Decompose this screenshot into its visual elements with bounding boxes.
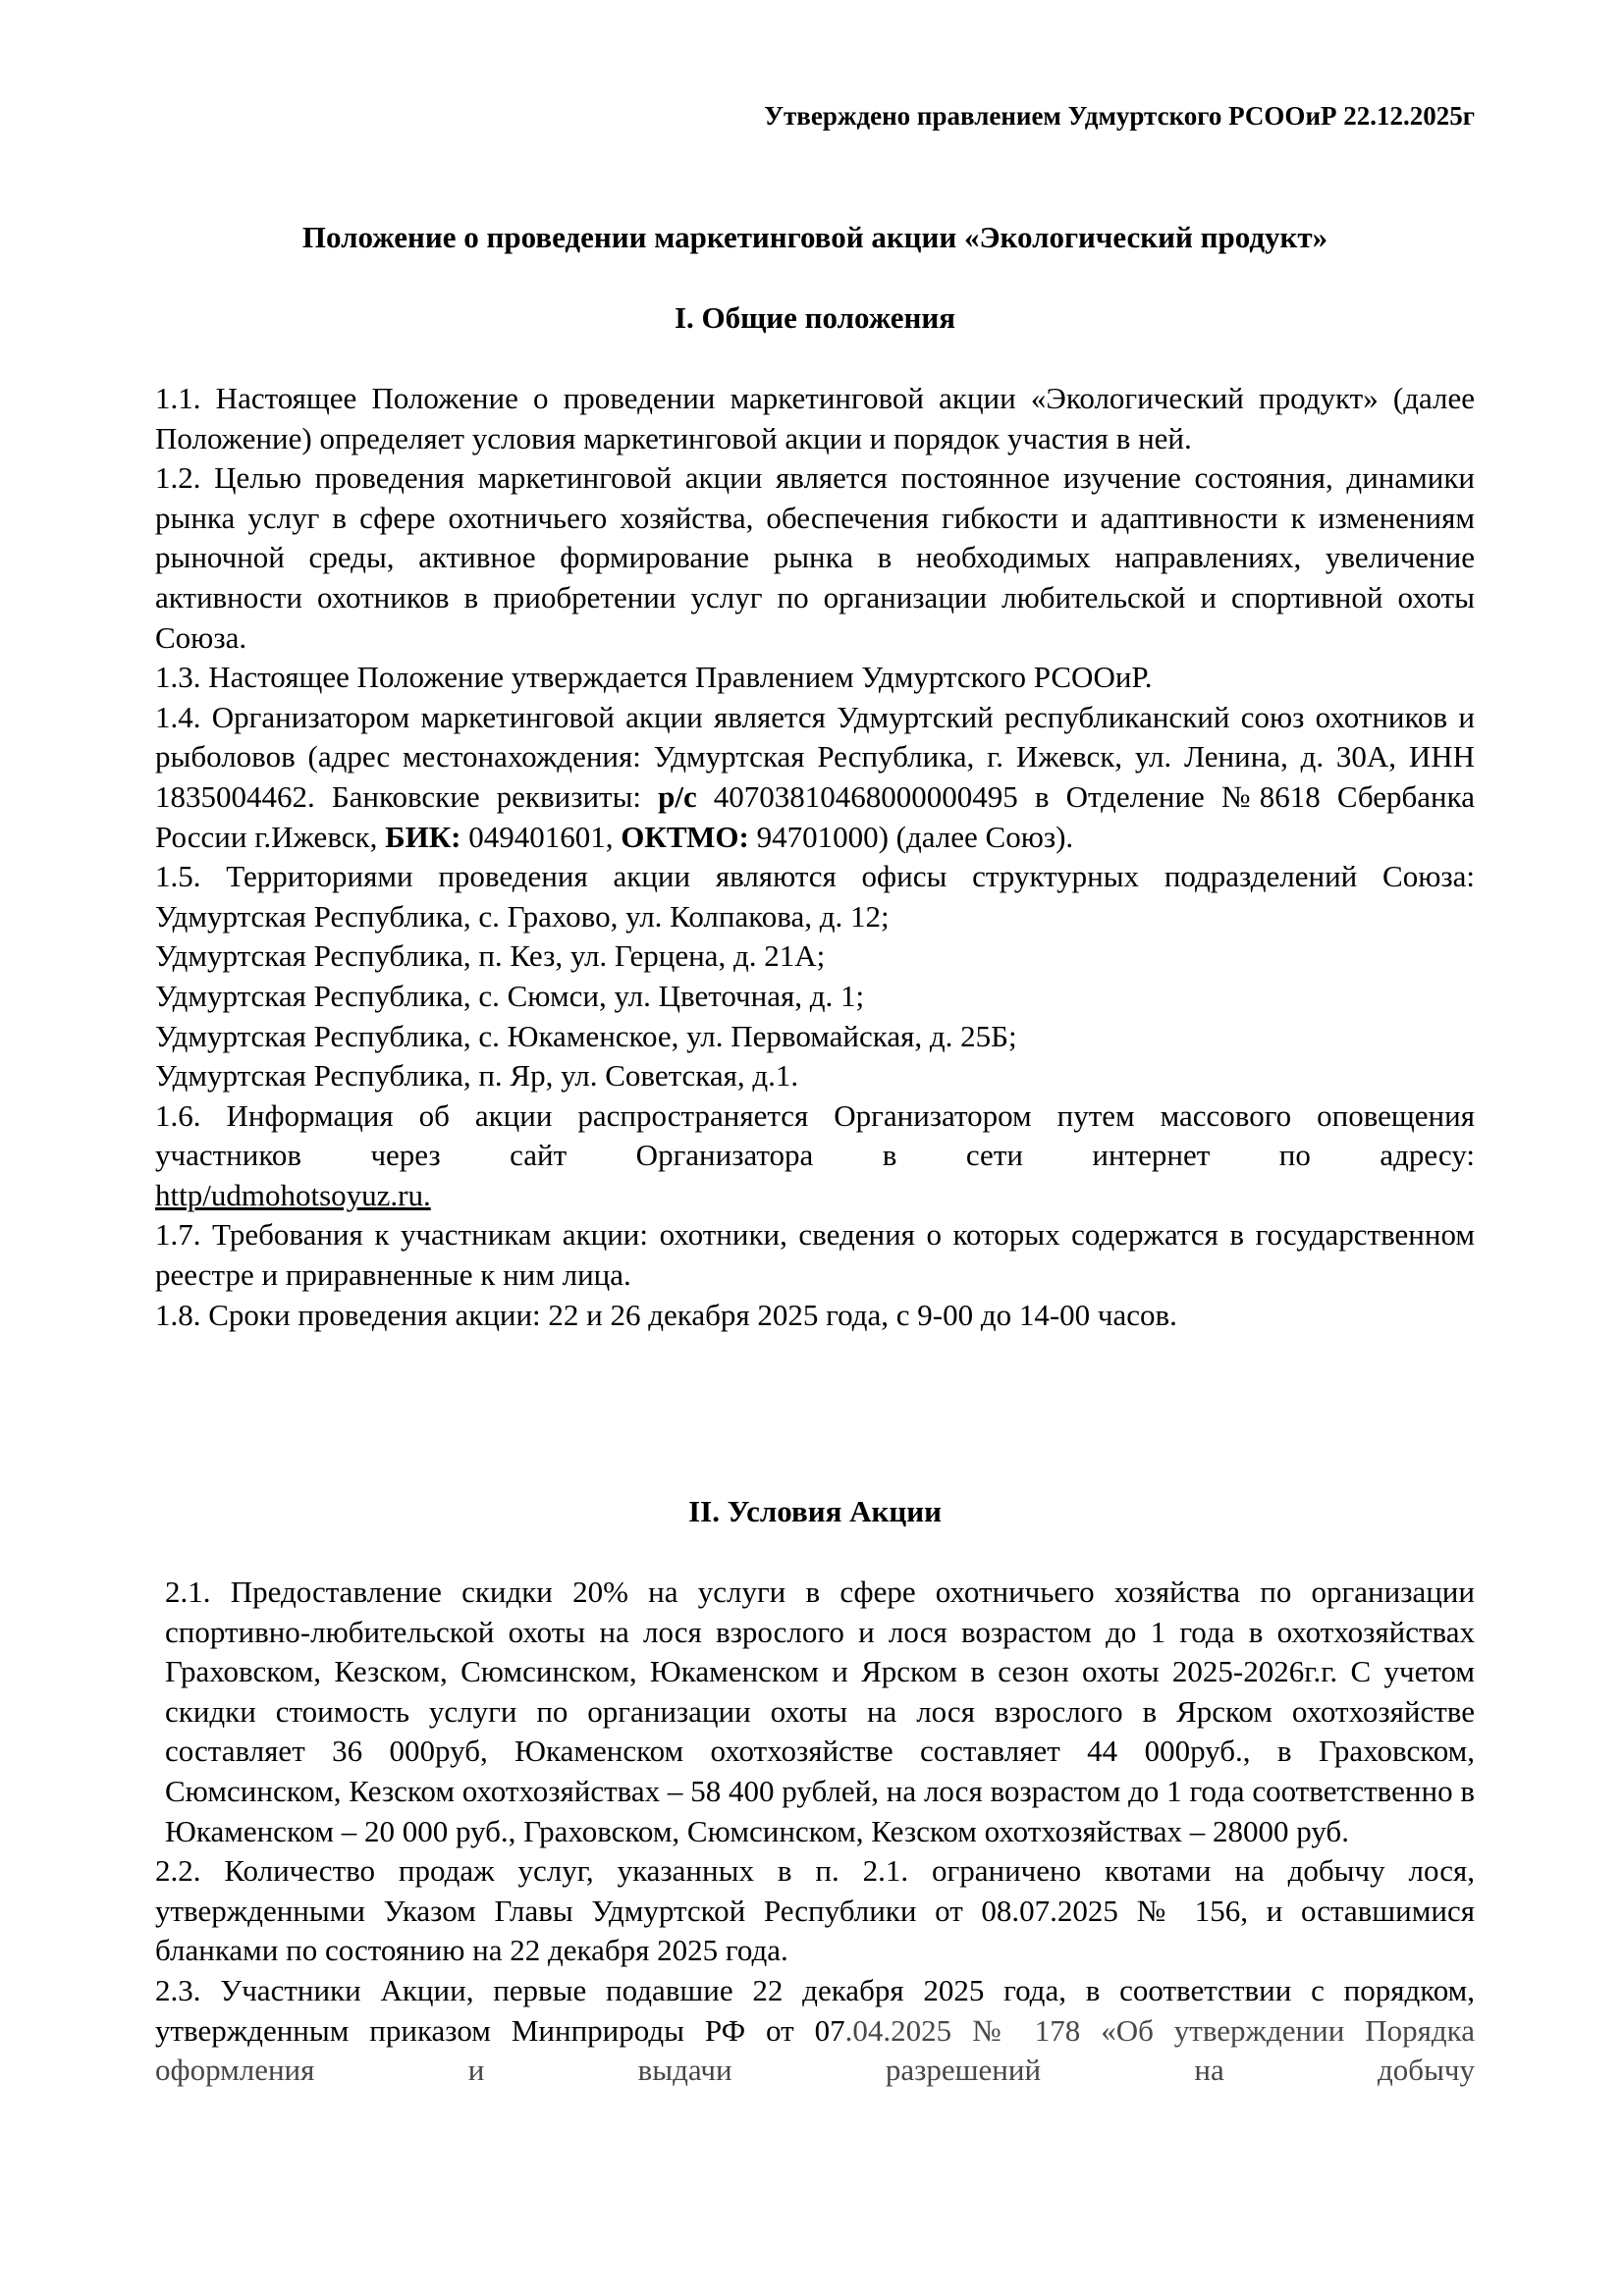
paragraph-1-6: 1.6. Информация об акции распространяется Организатором путем массового оповещения участников через сайт Организатора в сети интернет по адресу: [155, 1097, 1475, 1173]
p2-3-gray-text: .04.2025 № 178 «Об утверждении Порядка оформления и выдачи разрешений на добычу [155, 2012, 1475, 2088]
paragraph-1-4 [155, 698, 1475, 857]
address-line: Удмуртская Республика, п. Кез, ул. Герцена, д. 21А; [155, 938, 826, 974]
oktmo-label: ОКТМО: [621, 819, 749, 854]
paragraph-2-2: 2.2. Количество продаж услуг, указанных в п. 2.1. ограничено квотами на добычу лося, утвержденными Указом Главы Удмуртской Республики от 08.07.2025 № 156, и оставшимися бланками по состоянию на 22 декабря 2025 года. [155, 1853, 1475, 1968]
website-link[interactable]: http/udmohotsoyuz.ru. [155, 1177, 431, 1212]
p2-3-text: 2.3. Участники Акции, первые подавшие 22 декабря 2025 года, в соответствии с порядком, утвержденным приказом Минприроды РФ от 07 [155, 1972, 1475, 2048]
bik-label: БИК: [385, 819, 461, 854]
paragraph-1-3: 1.3. Настоящее Положение утверждается Правлением Удмуртского РСООиР. [155, 660, 1153, 695]
p1-4-text: 1.4. Организатором маркетинговой акции является Удмуртский республиканский союз охотников и рыболовов (адрес местонахождения: Удмуртская Республика, г. Ижевск, ул. Ленина, д. 30А, ИНН 1835004462. Банковские реквизиты: [155, 699, 1475, 814]
paragraph-1-5: 1.5. Территориями проведения акции являются офисы структурных подразделений Союза: Удмуртская Республика, с. Грахово, ул. Колпакова, д. 12; [155, 859, 1475, 934]
address-line: Удмуртская Республика, п. Яр, ул. Советская, д.1. [155, 1058, 799, 1094]
website-link-line [155, 1176, 1475, 1216]
account-label: р/с [658, 778, 697, 814]
paragraph-1-2: 1.2. Целью проведения маркетинговой акции является постоянное изучение состояния, динамики рынка услуг в сфере охотничьего хозяйства, обеспечения гибкости и адаптивности к изменениям рыночной среды, активное формирование рынка в необходимых направлениях, увеличение активности охотников в приобретении услуг по организации любительской и спортивной охоты Союза. [155, 460, 1475, 655]
paragraph-1-1: 1.1. Настоящее Положение о проведении маркетинговой акции «Экологический продукт» (далее Положение) определяет условия маркетинговой акции и порядок участия в ней. [155, 381, 1475, 455]
address-line: Удмуртская Республика, с. Сюмси, ул. Цветочная, д. 1; [155, 978, 865, 1013]
account-number: 40703810468000000495 в Отделение №8618 Сбербанка России г.Ижевск, [155, 778, 1476, 854]
section-1-body [155, 379, 1475, 1335]
section-2-body [155, 1573, 1475, 2091]
bik-value: 049401601, [460, 819, 622, 854]
document-title: Положение о проведении маркетинговой акции «Экологический продукт» [301, 220, 1328, 254]
approval-note: Утверждено правлением Удмуртского РСООиР 22.12.2025г [764, 101, 1475, 131]
paragraph-1-7: 1.7. Требования к участникам акции: охотники, сведения о которых содержатся в государственном реестре и приравненные к ним лица. [155, 1217, 1475, 1293]
paragraph-2-3 [155, 1971, 1475, 2091]
section-2-heading: II. Условия Акции [688, 1494, 942, 1528]
paragraph-2-1: 2.1. Предоставление скидки 20% на услуги в сфере охотничьего хозяйства по организации спортивно-любительской охоты на лося взрослого и лося возрастом до 1 года в охотхозяйствах Граховском, Кезском, Сюмсинском, Юкаменском и Ярском в сезон охоты 2025-2026г.г. С учетом скидки стоимость услуги по организации охоты на лося взрослого в Ярском охотхозяйстве составляет 36 000руб, Юкаменском охотхозяйстве составляет 44 000руб., в Граховском, Сюмсинском, Кезском охотхозяйствах – 58 400 рублей, на лося возрастом до 1 года соответственно в Юкаменском – 20 000 руб., Граховском, Сюмсинском, Кезском охотхозяйствах – 28000 руб. [165, 1575, 1475, 1848]
address-line: Удмуртская Республика, с. Юкаменское, ул. Первомайская, д. 25Б; [155, 1018, 1017, 1053]
oktmo-value: 94701000) (далее Союз). [748, 819, 1074, 854]
section-1-heading: I. Общие положения [674, 300, 956, 335]
paragraph-1-8: 1.8. Сроки проведения акции: 22 и 26 декабря 2025 года, с 9-00 до 14-00 часов. [155, 1297, 1177, 1332]
